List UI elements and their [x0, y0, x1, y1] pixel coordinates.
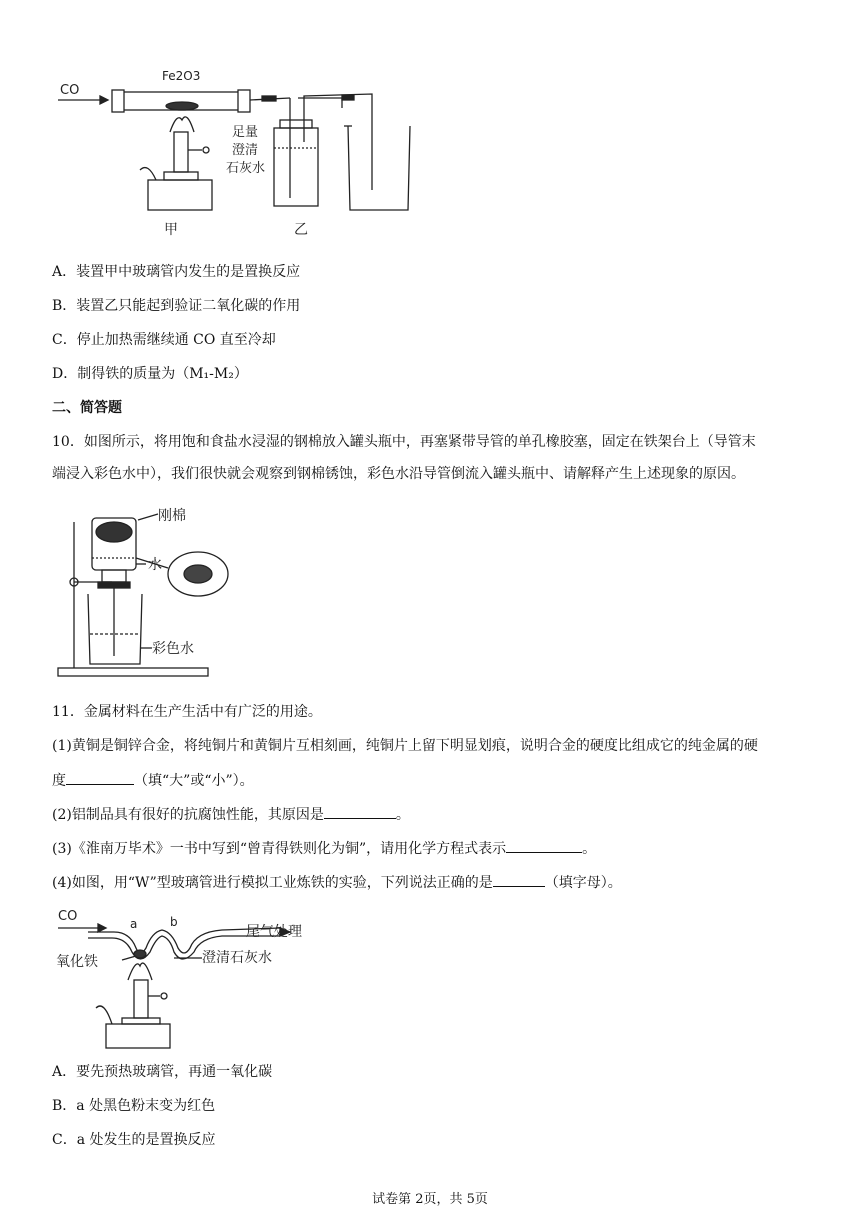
label-a: a [130, 917, 138, 931]
section-title: 二、简答题 [52, 400, 122, 416]
q11-part4-text: (4)如图，用“W”型玻璃管进行模拟工业炼铁的实验，下列说法正确的是 [52, 875, 493, 891]
label-jia: 甲 [164, 222, 178, 238]
label-colored-water: 彩色水 [152, 641, 194, 657]
q11-part4-end: （填字母）。 [544, 875, 622, 891]
fig3-co-label: CO [58, 909, 78, 924]
fe2o3-label: Fe2O3 [162, 69, 201, 83]
figure-w-tube-apparatus [52, 902, 342, 1052]
label-limewater: 澄清石灰水 [202, 950, 272, 966]
q11-part3-end: 。 [582, 841, 597, 857]
label-iron-oxide: 氧化铁 [56, 954, 98, 970]
label-yi: 乙 [294, 222, 308, 238]
answer-blank-4[interactable] [493, 872, 545, 887]
q11-option-c: C．a 处发生的是置换反应 [52, 1132, 216, 1148]
label-exhaust: 尾气处理 [246, 924, 302, 940]
bottle-label-3: 石灰水 [226, 161, 266, 176]
q11-part1-line1: (1)黄铜是铜锌合金，将纯铜片和黄铜片互相刻画，纯铜片上留下明显划痕，说明合金的硬度比组成它的纯金属的硬 [52, 738, 758, 754]
q11-part2-text: (2)铝制品具有很好的抗腐蚀性能，其原因是 [52, 807, 324, 823]
q10-text-line-2: 端浸入彩色水中），我们很快就会观察到钢棉锈蚀，彩色水沿导管倒流入罐头瓶中、请解释产生上述现象的原因。 [52, 466, 745, 482]
answer-blank-2[interactable] [324, 804, 396, 819]
q11-part1-suffix: （填“大”或“小”）。 [134, 773, 254, 789]
q11-part1-line2 [52, 770, 254, 791]
q11-part3-text: (3)《淮南万毕术》一书中写到“曾青得铁则化为铜”，请用化学方程式表示 [52, 841, 507, 857]
q11-part4 [52, 872, 622, 893]
bottle-label-2: 澄清 [232, 143, 259, 158]
q9-option-c: C．停止加热需继续通 CO 直至冷却 [52, 332, 276, 348]
q9-option-d: D．制得铁的质量为（M₁-M₂） [52, 366, 248, 382]
co-label: CO [60, 83, 80, 98]
q11-part2-end: 。 [395, 807, 410, 823]
q9-option-a: A．装置甲中玻璃管内发生的是置换反应 [52, 264, 301, 280]
answer-blank-1[interactable] [66, 770, 134, 785]
label-water: 水 [148, 557, 162, 573]
q9-option-b: B．装置乙只能起到验证二氧化碳的作用 [52, 298, 301, 314]
page-footer: 试卷第 2页，共 5页 [372, 1192, 488, 1207]
q10-text-line-1: 10．如图所示，将用饱和食盐水浸湿的钢棉放入罐头瓶中，再塞紧带导管的单孔橡胶塞，固定在铁架台上（导管末 [52, 434, 756, 450]
q11-intro: 11．金属材料在生产生活中有广泛的用途。 [52, 704, 322, 720]
q11-part1-prefix: 度 [52, 773, 66, 789]
q11-part2 [52, 804, 410, 825]
label-b: b [170, 915, 178, 929]
q11-part3 [52, 838, 596, 859]
label-steel-wool: 刚棉 [158, 508, 186, 524]
q11-option-a: A．要先预热玻璃管，再通一氧化碳 [52, 1064, 273, 1080]
figure-co-reduction-apparatus [52, 62, 432, 242]
q11-option-b: B．a 处黑色粉末变为红色 [52, 1098, 216, 1114]
figure-steel-wool-rusting [52, 498, 312, 684]
bottle-label-1: 足量 [232, 125, 259, 140]
answer-blank-3[interactable] [506, 838, 582, 853]
